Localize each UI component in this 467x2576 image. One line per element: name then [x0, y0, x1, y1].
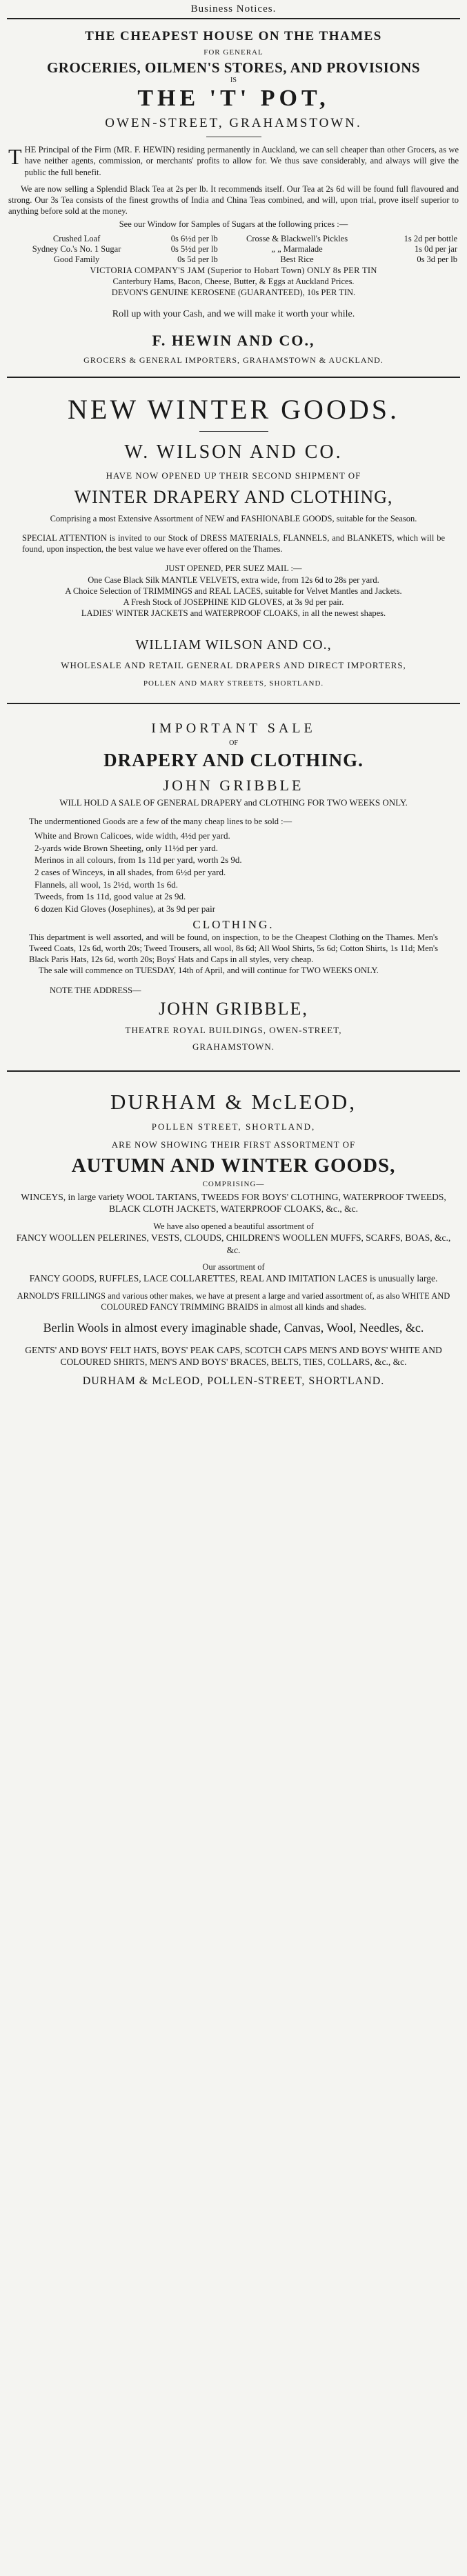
ad-paragraph: The undermentioned Goods are a few of the many cheap lines to be sold :—	[29, 816, 292, 826]
ad-paragraph: Comprising a most Extensive Assortment of NEW and FASHIONABLE GOODS, suitable for the Season.	[50, 513, 417, 523]
ad-subline: FOR GENERAL	[203, 48, 264, 57]
ad-paragraph: See our Window for Samples of Sugars at the following prices :—	[119, 219, 348, 229]
advertisement-wilson	[8, 378, 459, 688]
ad-subheading: CLOTHING.	[192, 917, 275, 931]
list-item: 2-yards wide Brown Sheeting, only 11½d per yard.	[34, 842, 218, 853]
price-cell: Crushed Loaf	[52, 233, 101, 243]
ad-paragraph: DEVON'S GENUINE KEROSENE (GUARANTEED), 10s PER TIN.	[111, 288, 356, 298]
ad-paragraph: Canterbury Hams, Bacon, Cheese, Butter, & Eggs at Auckland Prices.	[112, 277, 355, 286]
ad-title: DURHAM & McLEOD,	[110, 1089, 357, 1114]
ad-paragraph: JUST OPENED, PER SUEZ MAIL :—	[165, 563, 302, 574]
price-cell: Crosse & Blackwell's Pickles	[246, 233, 348, 243]
list-item: Merinos in all colours, from 1s 11d per yard, worth 2s 9d.	[34, 855, 242, 866]
ad-signature: DURHAM & McLEOD, POLLEN-STREET, SHORTLAND.	[82, 1375, 385, 1387]
price-cell: Best Rice	[280, 254, 314, 264]
price-cell: 0s 5d per lb	[177, 254, 218, 264]
price-cell: Good Family	[53, 254, 100, 264]
ad-text: HE Principal of the Firm (MR. F. HEWIN) residing permanently in Auckland, we can sell cheaper than other Grocers, as we have neither agents, commission, or merchants' profits to allow for. We thus save considerably, and always will give the public the full benefit.	[24, 145, 459, 177]
section-header: Business Notices.	[190, 3, 277, 14]
price-row	[8, 244, 459, 254]
ad-paragraph: Roll up with your Cash, and we will make it worth your while.	[112, 308, 355, 319]
ad-firm-name: W. WILSON AND CO.	[124, 441, 343, 463]
advertisement-hewin	[8, 19, 459, 366]
ad-paragraph: Berlin Wools in almost every imaginable shade, Canvas, Wool, Needles, &c.	[43, 1320, 424, 1335]
ad-subline: COMPRISING—	[202, 1179, 265, 1188]
ad-signature: F. HEWIN AND CO.,	[152, 331, 315, 349]
ad-signature: WILLIAM WILSON AND CO.,	[135, 637, 332, 652]
ad-subline: IS	[230, 77, 237, 84]
advertisement-durham-mcleod	[8, 1072, 459, 1388]
price-cell: 1s 0d per jar	[414, 243, 457, 254]
ad-paragraph: This department is well assorted, and will be found, on inspection, to be the Cheapest Clothing on the Thames. Men's Tweed Coats, 12s 6d, worth 20s; Tweed Trousers, all wool, 8s 6d; All Wool Shirts, 5s 6d; Cotton Shirts, 1s 11d; Men's Black Paris Hats, 12s 6d, worth 20s; Boys' Hats and Caps in all styles, very cheap.	[29, 932, 438, 965]
ad-paragraph: A Choice Selection of TRIMMINGS and REAL LACES, suitable for Velvet Mantles and Jackets.	[65, 586, 402, 596]
ad-paragraph: We are now selling a Splendid Black Tea at 2s per lb. It recommends itself. Our Tea at 2s 6d will be found full flavoured and strong. Our 3s Tea consists of the finest growths of India and China Teas combined, and will, upon trial, prove itself superior to anything before sold at the money.	[8, 183, 459, 217]
ad-paragraph: VICTORIA COMPANY'S JAM (Superior to Hobart Town) ONLY 8s PER TIN	[90, 265, 377, 275]
price-table	[8, 234, 459, 265]
ad-paragraph: FANCY WOOLLEN PELERINES, VESTS, CLOUDS, CHILDREN'S WOOLLEN MUFFS, SCARFS, BOAS, &c., &c.	[16, 1232, 451, 1255]
list-item: Tweeds, from 1s 11d, good value at 2s 9d.	[34, 891, 186, 902]
ad-headline: GROCERIES, OILMEN'S STORES, AND PROVISIONS	[46, 59, 421, 76]
ad-paragraph	[8, 144, 459, 178]
ad-subline: POLLEN STREET, SHORTLAND,	[151, 1121, 316, 1132]
ad-signature-line: WHOLESALE AND RETAIL GENERAL DRAPERS AND DIRECT IMPORTERS,	[61, 659, 406, 670]
ad-paragraph: One Case Black Silk MANTLE VELVETS, extra wide, from 12s 6d to 28s per yard.	[88, 575, 379, 585]
price-cell: 0s 5½d per lb	[170, 243, 218, 254]
price-cell: „ „ Marmalade	[271, 243, 323, 254]
ad-title: THE 'T' POT,	[137, 86, 330, 111]
list-item: Flannels, all wool, 1s 2½d, worth 1s 6d.	[34, 879, 178, 890]
ad-subline: OF	[229, 739, 238, 747]
ad-address: OWEN-STREET, GRAHAMSTOWN.	[105, 116, 362, 130]
ad-paragraph: The sale will commence on TUESDAY, 14th of April, and will continue for TWO WEEKS ONLY.	[39, 966, 379, 976]
ad-title: NEW WINTER GOODS.	[68, 393, 399, 425]
ad-headline: IMPORTANT SALE	[151, 720, 316, 736]
ad-paragraph: NOTE THE ADDRESS—	[50, 985, 141, 995]
ad-paragraph: WILL HOLD A SALE OF GENERAL DRAPERY and CLOTHING FOR TWO WEEKS ONLY.	[59, 797, 408, 808]
ad-title: DRAPERY AND CLOTHING.	[103, 749, 364, 770]
ad-firm-name: JOHN GRIBBLE	[163, 776, 304, 794]
divider	[199, 431, 268, 432]
ad-paragraph: A Fresh Stock of JOSEPHINE KID GLOVES, at 3s 9d per pair.	[123, 597, 344, 608]
ad-signature-line: GRAHAMSTOWN.	[192, 1041, 275, 1052]
price-cell: 0s 3d per lb	[417, 254, 457, 264]
ad-subline: HAVE NOW OPENED UP THEIR SECOND SHIPMENT OF	[106, 470, 361, 481]
ad-signature: JOHN GRIBBLE,	[159, 998, 308, 1019]
ad-paragraph: GENTS' AND BOYS' FELT HATS, BOYS' PEAK CAPS, SCOTCH CAPS MEN'S AND BOYS' WHITE AND COLOURED SHIRTS, MEN'S AND BOYS' BRACES, BELTS, TIES, COLLARS, &c., &c.	[25, 1344, 442, 1368]
ad-subline: ARE NOW SHOWING THEIR FIRST ASSORTMENT OF	[111, 1139, 356, 1150]
item-list	[8, 830, 459, 915]
ad-headline: AUTUMN AND WINTER GOODS,	[71, 1154, 396, 1177]
ad-signature-line: THEATRE ROYAL BUILDINGS, OWEN-STREET,	[125, 1024, 342, 1035]
price-row	[8, 234, 459, 244]
price-cell: 0s 6½d per lb	[170, 233, 218, 243]
list-item: White and Brown Calicoes, wide width, 4½d per yard.	[34, 830, 230, 841]
list-item: 2 cases of Winceys, in all shades, from 6½d per yard.	[34, 866, 226, 877]
price-cell: 1s 2d per bottle	[404, 233, 457, 243]
price-row	[8, 254, 459, 265]
drop-cap: T	[8, 144, 22, 169]
ad-paragraph: FANCY GOODS, RUFFLES, LACE COLLARETTES, REAL AND IMITATION LACES is unusually large.	[29, 1273, 438, 1284]
ad-signature-line: GROCERS & GENERAL IMPORTERS, GRAHAMSTOWN & AUCKLAND.	[83, 355, 384, 365]
price-cell: Sydney Co.'s No. 1 Sugar	[32, 243, 121, 254]
ad-signature-line: POLLEN AND MARY STREETS, SHORTLAND.	[143, 679, 324, 688]
ad-paragraph: WINCEYS, in large variety WOOL TARTANS, TWEEDS FOR BOYS' CLOTHING, WATERPROOF TWEEDS, BLACK CLOTH JACKETS, WATERPROOF CLOAKS, &c., &c.	[21, 1191, 446, 1215]
ad-paragraph: ARNOLD'S FRILLINGS and various other makes, we have at present a large and varied assortment of, as also WHITE AND COLOURED FANCY TRIMMING BRAIDS in almost all kinds and shades.	[17, 1291, 450, 1312]
ad-paragraph: SPECIAL ATTENTION is invited to our Stock of DRESS MATERIALS, FLANNELS, and BLANKETS, which will be found, upon inspection, the best value we have ever offered on the Thames.	[22, 532, 445, 555]
advertisement-gribble	[8, 704, 459, 1052]
ad-paragraph: Our assortment of	[202, 1262, 265, 1272]
list-item: 6 dozen Kid Gloves (Josephines), at 3s 9d per pair	[34, 903, 216, 914]
ad-headline: THE CHEAPEST HOUSE ON THE THAMES	[85, 29, 382, 43]
ad-headline: WINTER DRAPERY AND CLOTHING,	[74, 486, 393, 507]
ad-paragraph: We have also opened a beautiful assortment of	[153, 1221, 314, 1231]
ad-paragraph: LADIES' WINTER JACKETS and WATERPROOF CLOAKS, in all the newest shapes.	[81, 608, 386, 619]
